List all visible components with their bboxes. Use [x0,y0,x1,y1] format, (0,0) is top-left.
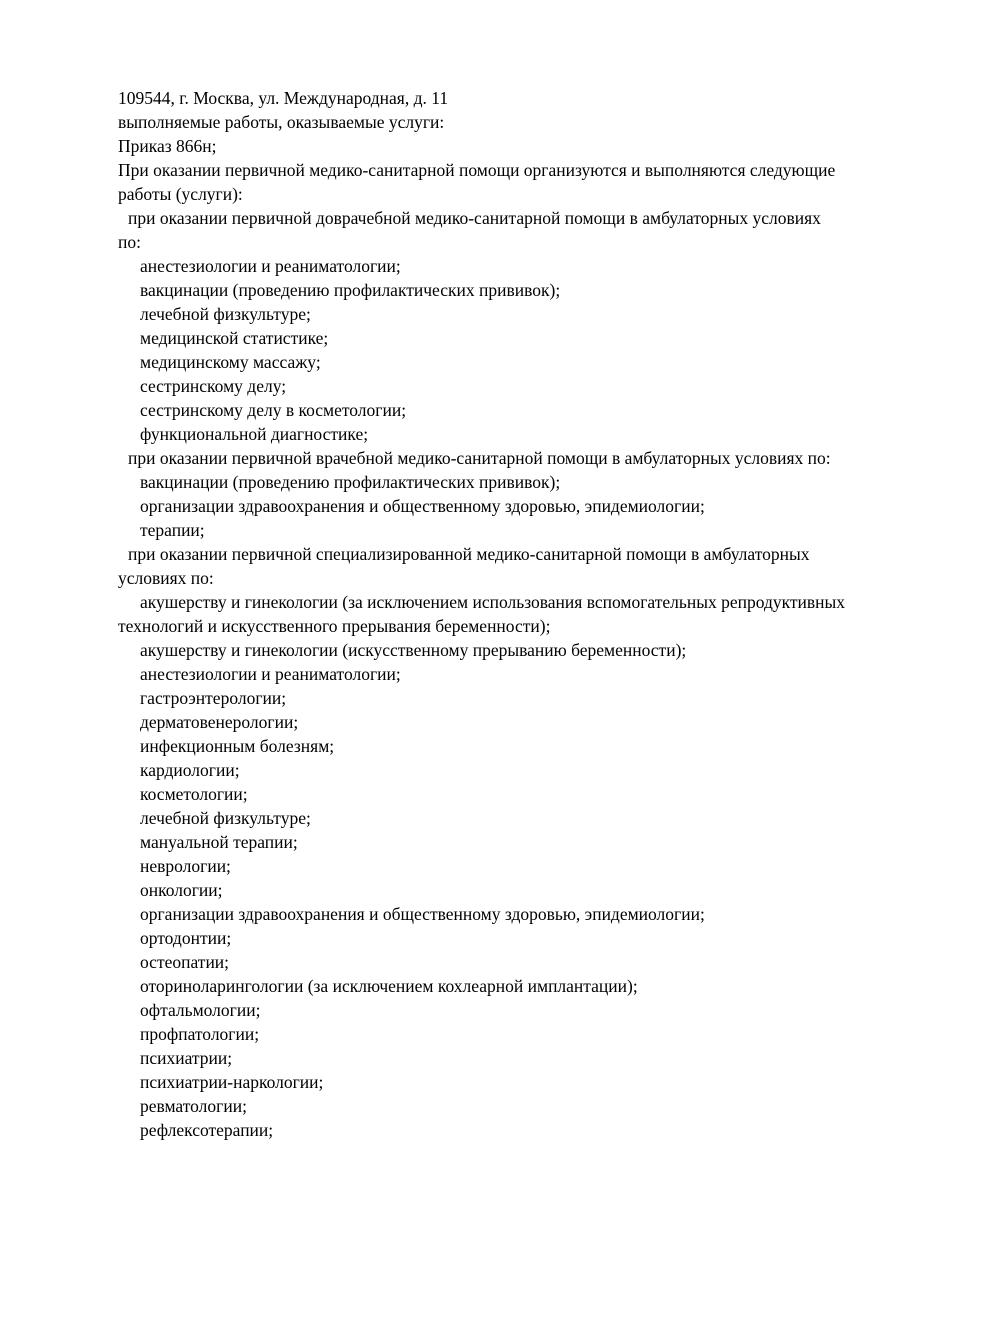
document-text-block [118,86,996,1142]
text-line: выполняемые работы, оказываемые услуги: [118,112,445,132]
text-line: онкологии; [140,880,223,900]
text-line: гастроэнтерологии; [140,688,287,708]
text-line: сестринскому делу; [140,376,287,396]
text-line: сестринскому делу в косметологии; [140,400,407,420]
text-line: технологий и искусственного прерывания беременности); [118,616,551,636]
text-line: 109544, г. Москва, ул. Международная, д. 11 [118,88,449,108]
text-line: по: [118,232,141,252]
text-line: При оказании первичной медико-санитарной помощи организуются и выполняются следующие [118,160,836,180]
text-line: организации здравоохранения и общественному здоровью, эпидемиологии; [140,904,705,924]
text-line: профпатологии; [140,1024,260,1044]
text-line: рефлексотерапии; [140,1120,274,1140]
text-line: анестезиологии и реаниматологии; [140,664,401,684]
text-line: при оказании первичной врачебной медико-санитарной помощи в амбулаторных условиях по: [128,448,831,468]
text-line: Приказ 866н; [118,136,217,156]
text-line: при оказании первичной доврачебной медико-санитарной помощи в амбулаторных условиях [128,208,821,228]
text-line: организации здравоохранения и общественному здоровью, эпидемиологии; [140,496,705,516]
text-line: лечебной физкультуре; [140,304,311,324]
text-line: лечебной физкультуре; [140,808,311,828]
text-line: психиатрии-наркологии; [140,1072,324,1092]
text-line: дерматовенерологии; [140,712,299,732]
text-line: косметологии; [140,784,248,804]
text-line: функциональной диагностике; [140,424,369,444]
text-line: при оказании первичной специализированной медико-санитарной помощи в амбулаторных [128,544,810,564]
text-line: акушерству и гинекологии (искусственному прерыванию беременности); [140,640,687,660]
text-line: офтальмологии; [140,1000,261,1020]
text-line: ортодонтии; [140,928,232,948]
text-line: инфекционным болезням; [140,736,335,756]
text-line: акушерству и гинекологии (за исключением использования вспомогательных репродуктивных [140,592,846,612]
text-line: ревматологии; [140,1096,247,1116]
text-line: остеопатии; [140,952,230,972]
text-line: вакцинации (проведению профилактических прививок); [140,280,561,300]
text-line: неврологии; [140,856,231,876]
text-line: психиатрии; [140,1048,233,1068]
text-line: анестезиологии и реаниматологии; [140,256,401,276]
text-line: терапии; [140,520,205,540]
text-line: вакцинации (проведению профилактических прививок); [140,472,561,492]
text-line: условиях по: [118,568,214,588]
text-line: кардиологии; [140,760,240,780]
text-line: мануальной терапии; [140,832,298,852]
text-line: оториноларингологии (за исключением кохлеарной имплантации); [140,976,638,996]
text-line: медицинской статистике; [140,328,329,348]
text-line: работы (услуги): [118,184,243,204]
text-line: медицинскому массажу; [140,352,321,372]
